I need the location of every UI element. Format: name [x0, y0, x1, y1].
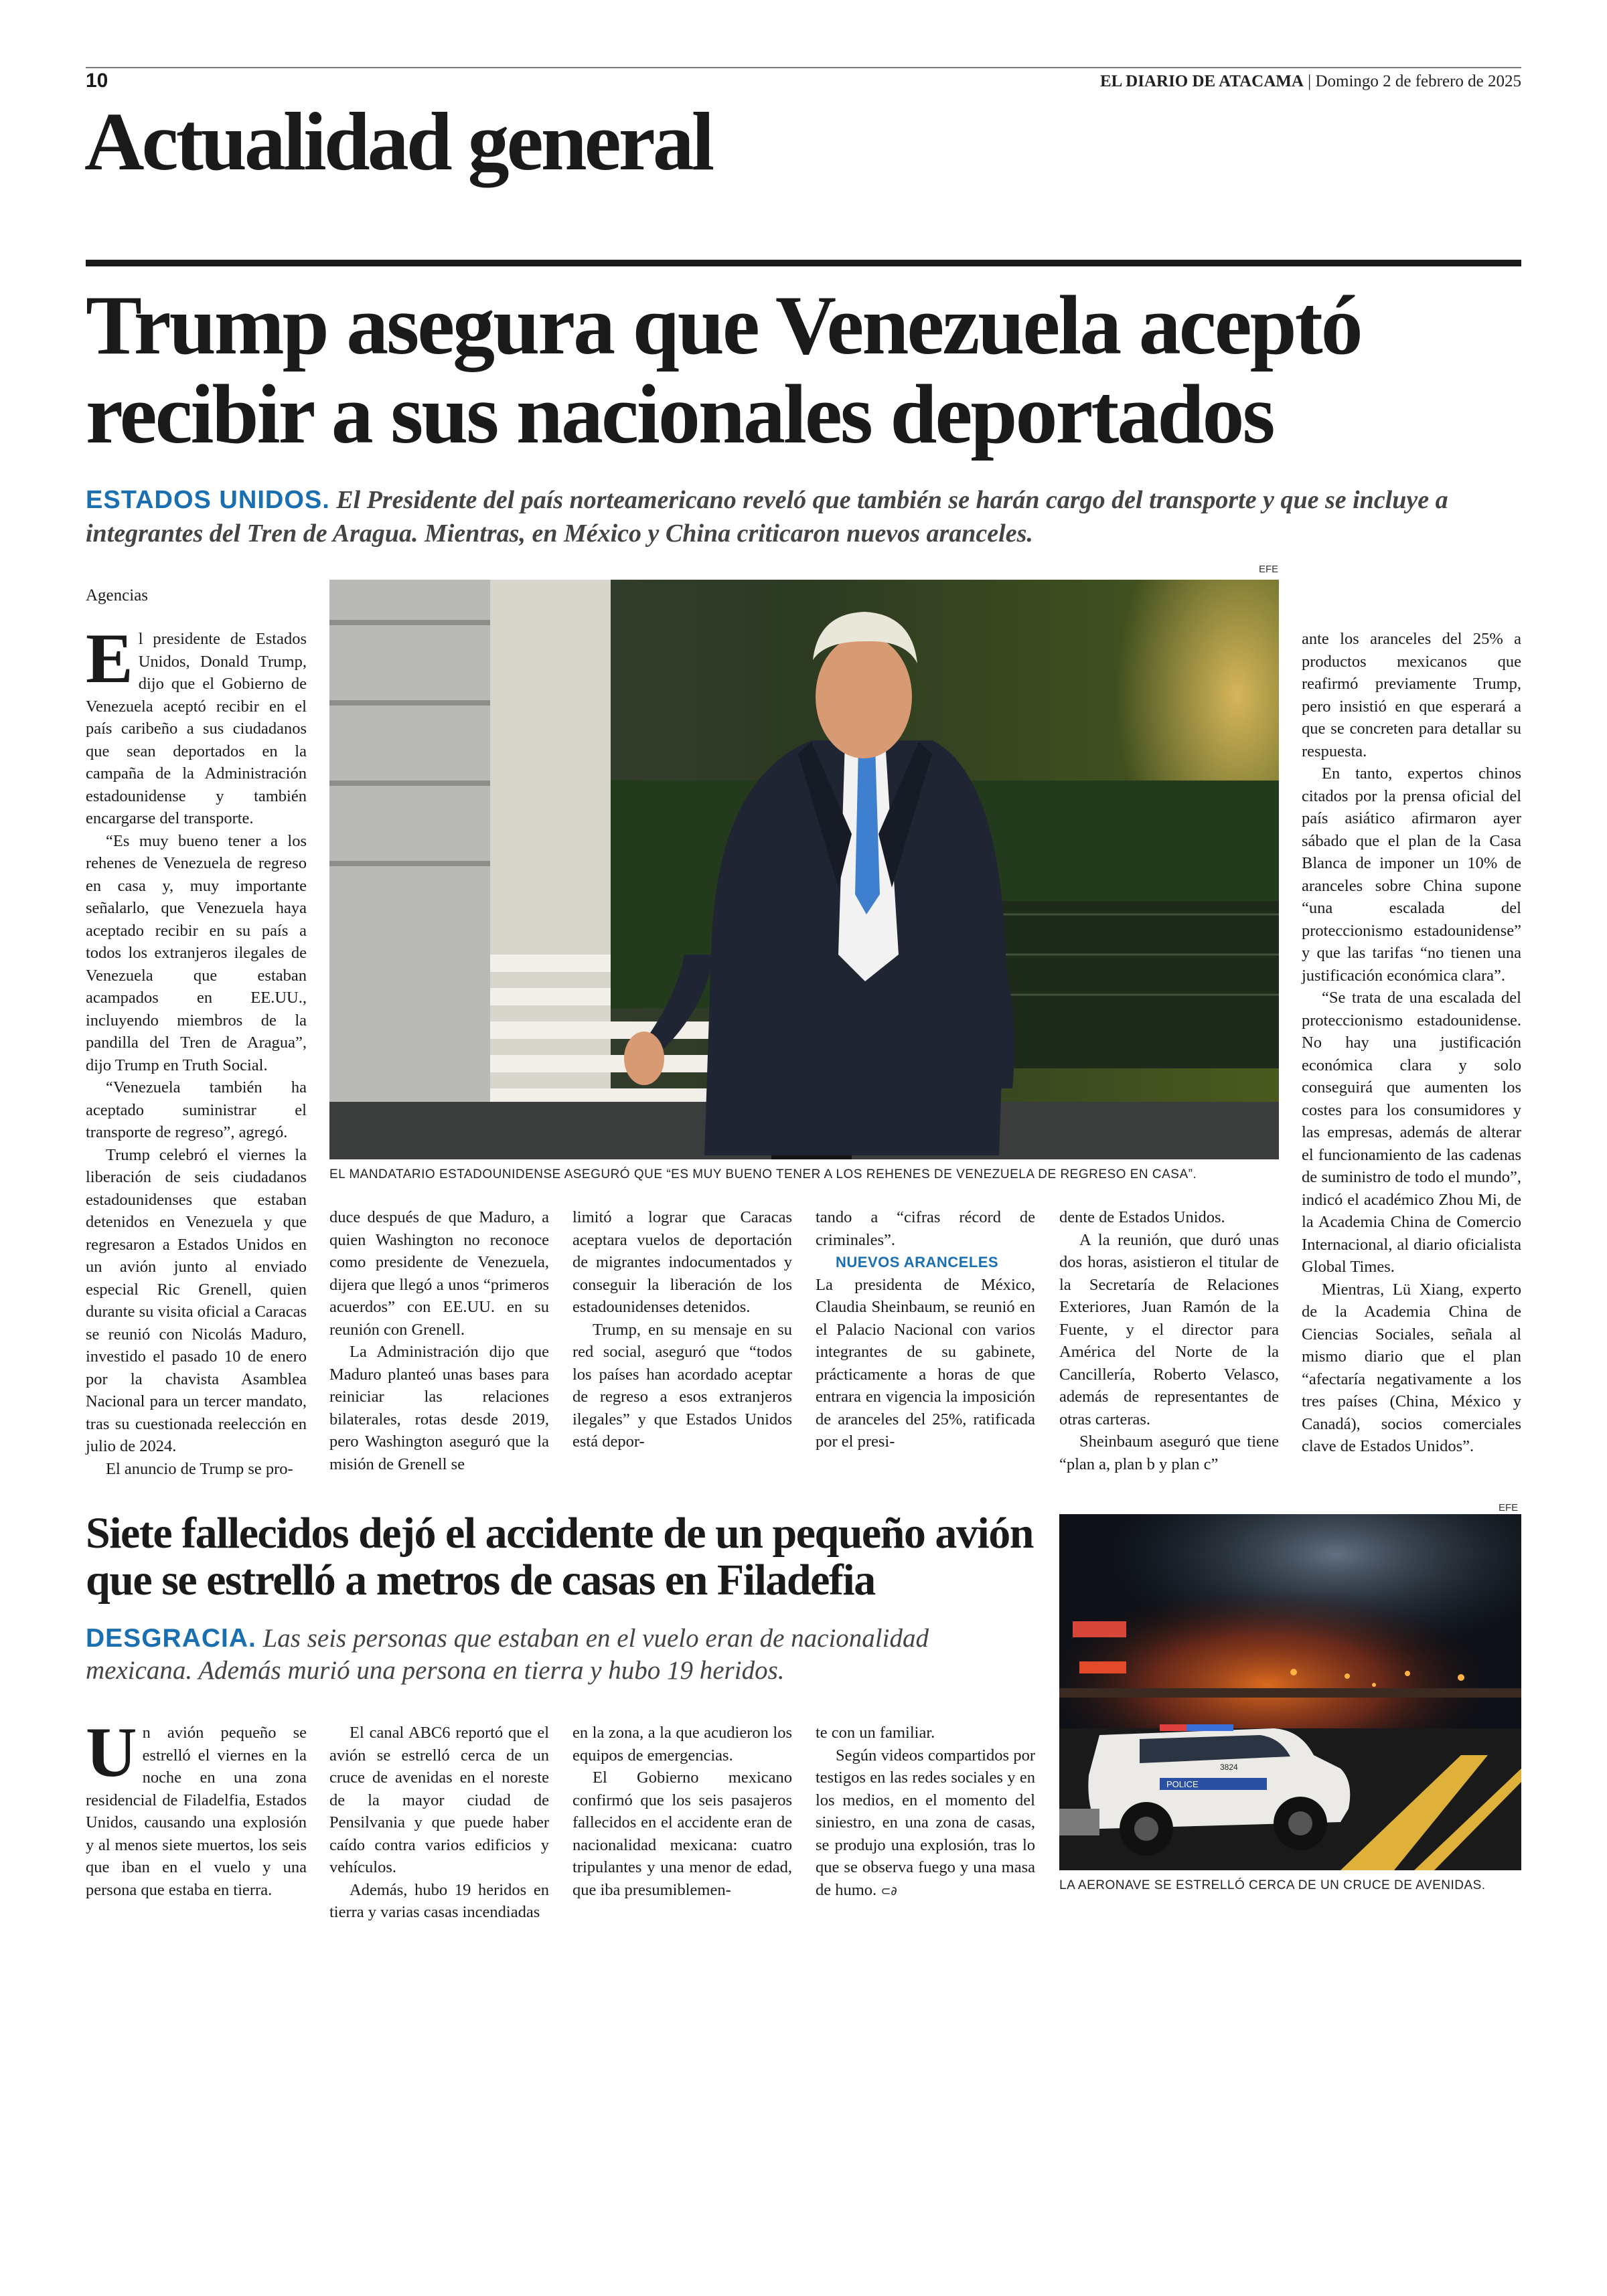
- article2-column-2: [329, 1722, 549, 1924]
- article2-kicker: DESGRACIA.: [86, 1624, 256, 1653]
- top-rule: [86, 67, 1521, 68]
- paragraph: “Venezuela también ha aceptado suministrar el transporte de regreso”, agregó.: [86, 1078, 307, 1141]
- photo-caption: EL MANDATARIO ESTADOUNIDENSE ASEGURÓ QUE “ES MUY BUENO TENER A LOS REHENES DE VENEZUELA DE REGRESO EN CASA”.: [329, 1167, 1197, 1181]
- dek-text: El Presidente del país norteamericano reveló que también se harán cargo del transporte y que se incluye a integrantes del Tren de Aragua. Mientras, en México y China criticaron nuevos aranceles.: [86, 486, 1448, 548]
- paragraph: ante los aranceles del 25% a productos mexicanos que reafirmó previamente Trump, pero insistió en que esperará a que se concreten para detallar su respuesta.: [1302, 630, 1521, 760]
- section-rule: [86, 260, 1521, 266]
- drop-cap: U: [86, 1713, 137, 1791]
- dek-text: Las seis personas que estaban en el vuelo eran de nacionalidad mexicana. Además murió una persona en tierra y hubo 19 heridos.: [86, 1624, 929, 1685]
- byline: Agencias: [86, 586, 149, 604]
- crash-photo-art: [1059, 1514, 1521, 1870]
- section-title: Actualidad general: [84, 96, 712, 187]
- paragraph-text: l presidente de Estados Unidos, Donald Trump, dijo que el Gobierno de Venezuela aceptó recibir en el país caribeño a sus ciudadanos que sean deportados en la campaña de la Administración estadounidense y también encargarse del transporte.: [86, 630, 307, 827]
- paragraph: La presidenta de México, Claudia Sheinbaum, se reunió en el Palacio Nacional con varios integrantes de su gabinete, prácticamente a horas de que entrara en vigencia la imposición de aranceles del 25%, ratificada por el presi-: [816, 1275, 1035, 1451]
- article1-column-2: [329, 1206, 549, 1475]
- page-number: 10: [86, 70, 108, 92]
- paragraph: El canal ABC6 reportó que el avión se estrelló cerca de un cruce de avenidas en el noreste de la mayor ciudad de Pensilvania y que puede haber caído contra varios edificios y vehículos.: [329, 1724, 549, 1876]
- paragraph-text: n avión pequeño se estrelló el viernes en la noche en una zona residencial de Filadelfia, Estados Unidos, causando una explosión y al menos siete muertos, los seis que iban en el vuelo y una persona que estaba en tierra.: [86, 1724, 307, 1899]
- trump-photo-art: [329, 580, 1279, 1159]
- crash-photo: [1059, 1514, 1521, 1870]
- paragraph: te con un familiar.: [816, 1724, 935, 1742]
- issue-date: Domingo 2 de febrero de 2025: [1315, 72, 1521, 90]
- paragraph: en la zona, a la que acudieron los equipos de emergencias.: [572, 1724, 792, 1765]
- article-kicker: ESTADOS UNIDOS.: [86, 486, 330, 514]
- paragraph: Trump celebró el viernes la liberación de seis ciudadanos estadounidenses que estaban detenidos en Venezuela y que regresaron a Estados Unidos en un avión junto al enviado especial Ric Grenell, quien durante su visita oficial a Caracas se reunió con Nicolás Maduro, investido el pasado 10 de enero por la chavista Asamblea Nacional para un tercer mandato, tras su cuestionada reelección en julio de 2024.: [86, 1145, 307, 1455]
- paragraph: “Es muy bueno tener a los rehenes de Venezuela de regreso en casa y, muy importante señalarlo, que Venezuela haya aceptado recibir en su país a todos los extranjeros ilegales de Venezuela que estaban acampados en EE.UU., incluyendo miembros de la pandilla del Tren de Aragua”, dijo Trump en Truth Social.: [86, 831, 307, 1074]
- vehicle-number: 3824: [1220, 1762, 1238, 1772]
- paragraph: [86, 619, 307, 830]
- paragraph-text: Según videos compartidos por testigos en las redes sociales y en los medios, en el momento del siniestro, en una zona de casas, se produjo una explosión, tras lo que se observa fuego y una masa de humo.: [816, 1746, 1035, 1899]
- paragraph: A la reunión, que duró unas dos horas, asistieron el titular de la Secretaría de Relaciones Exteriores, Juan Ramón de la Fuente, y el director para América del Norte de la Cancillería, Roberto Velasco, además de representantes de otras carteras.: [1059, 1230, 1279, 1428]
- article2-dek: [86, 1623, 1037, 1687]
- trump-photo: [329, 580, 1279, 1159]
- article1-column-5: [1059, 1206, 1279, 1475]
- article2-column-3: [572, 1722, 792, 1901]
- photo-credit: EFE: [1259, 564, 1279, 575]
- paragraph: En tanto, expertos chinos citados por la prensa oficial del país asiático afirmaron ayer sábado que el plan de la Casa Blanca de imponer un 10% de aranceles sobre China supone “una escalada del proteccionismo estadounidense” y que las tarifas “no tienen una justificación económica clara”.: [1302, 764, 1521, 985]
- article2-column-1: [86, 1713, 307, 1901]
- paragraph: Sheinbaum aseguró que tiene “plan a, plan b y plan c”: [1059, 1432, 1279, 1473]
- article-dek: [86, 483, 1525, 550]
- paragraph: tando a “cifras récord de criminales”.: [816, 1208, 1035, 1249]
- subhead-nuevos-aranceles: NUEVOS ARANCELES: [836, 1254, 999, 1270]
- masthead-separator: |: [1308, 72, 1312, 90]
- article-headline: Trump asegura que Venezuela aceptó recibir a sus nacionales deportados: [86, 279, 1361, 461]
- paragraph: El anuncio de Trump se pro-: [106, 1459, 293, 1478]
- article2-column-4: [816, 1722, 1035, 1902]
- crash-photo-caption: LA AERONAVE SE ESTRELLÓ CERCA DE UN CRUCE DE AVENIDAS.: [1059, 1878, 1486, 1892]
- paragraph: La Administración dijo que Maduro planteó unas bases para reiniciar las relaciones bilaterales, rotas desde 2019, pero Washington aseguró que la misión de Grenell se: [329, 1343, 549, 1473]
- article1-column-6: [1302, 628, 1521, 1458]
- drop-cap: E: [86, 619, 133, 698]
- photo-credit: EFE: [1499, 1502, 1519, 1513]
- paragraph: “Se trata de una escalada del proteccionismo estadounidense. No hay una justificación económica clara y solo conseguirá que aumenten los costes para los consumidores y las empresas, además de alterar el funcionamiento de las cadenas de suministro de todo el mundo”, indicó el académico Zhou Mi, de la Academia China de Comercio Internacional, al diario oficialista Global Times.: [1302, 989, 1521, 1276]
- newspaper-name: EL DIARIO DE ATACAMA: [1099, 72, 1304, 90]
- paragraph: Trump, en su mensaje en su red social, aseguró que “todos los países han acordado aceptar de regreso a esos extranjeros ilegales” y que Estados Unidos está depor-: [572, 1320, 792, 1451]
- paragraph: [816, 1744, 1035, 1903]
- article2-headline: Siete fallecidos dejó el accidente de un pequeño avión que se estrelló a metros de casas en Filadefia: [86, 1509, 1033, 1605]
- paragraph: limitó a lograr que Caracas aceptara vuelos de deportación de migrantes indocumentados y conseguir la liberación de los estadounidenses detenidos.: [572, 1208, 792, 1316]
- paragraph: Mientras, Lü Xiang, experto de la Academia China de Ciencias Sociales, señala al mismo diario que el plan “afectaría negativamente a los tres países (China, México y Canadá), socios comerciales clave de Estados Unidos”.: [1302, 1280, 1521, 1455]
- paragraph: [86, 1713, 307, 1901]
- masthead: [1100, 72, 1521, 91]
- article1-column-3: [572, 1206, 792, 1453]
- article1-column-1: [86, 619, 307, 1480]
- paragraph: dente de Estados Unidos.: [1059, 1208, 1225, 1226]
- article1-column-4: [816, 1206, 1035, 1453]
- end-mark-icon: ⊂∂: [881, 1884, 897, 1898]
- police-label: POLICE: [1166, 1779, 1199, 1789]
- paragraph: duce después de que Maduro, a quien Washington no reconoce como presidente de Venezuela, dijera que llegó a unos “primeros acuerdos” con EE.UU. en su reunión con Grenell.: [329, 1208, 549, 1339]
- paragraph: Además, hubo 19 heridos en tierra y varias casas incendiadas: [329, 1880, 549, 1921]
- paragraph: El Gobierno mexicano confirmó que los seis pasajeros fallecidos en el accidente eran de nacionalidad mexicana: cuatro tripulantes y una menor de edad, que iba presumiblemen-: [572, 1769, 792, 1899]
